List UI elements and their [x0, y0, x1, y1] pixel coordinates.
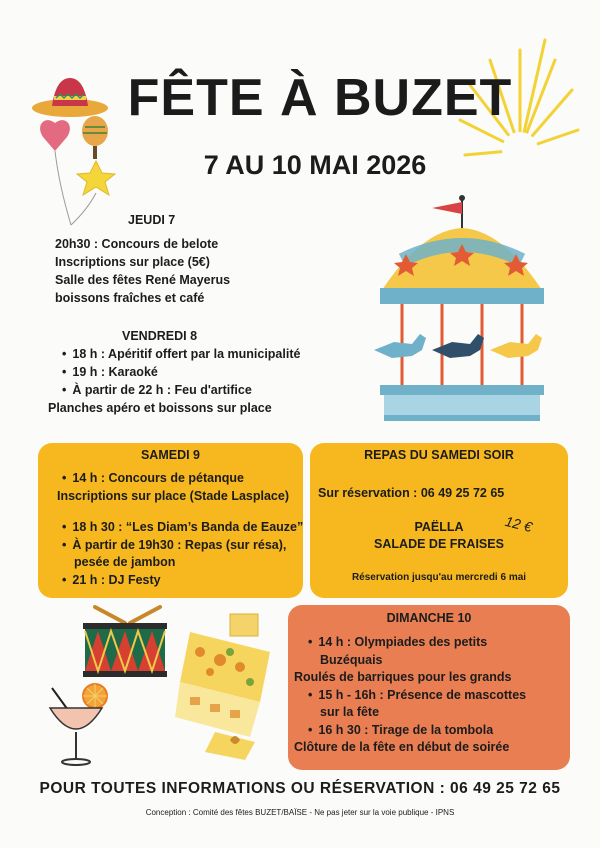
dimanche-item-cont: sur la fête [320, 705, 380, 719]
footer-credit: Conception : Comité des fêtes BUZET/BAÏSE - Ne pas jeter sur la voie publique - IPNS [145, 808, 455, 817]
samedi-note: Inscriptions sur place (Stade Lasplace) [56, 488, 290, 503]
samedi-item: • 14 h : Concours de pétanque [42, 470, 304, 488]
carousel-icon [362, 190, 557, 425]
footer-contact: POUR TOUTES INFORMATIONS OU RÉSERVATION : 06 49 25 72 65 [39, 780, 561, 797]
dimanche-section [294, 634, 570, 757]
samedi-heading: SAMEDI 9 [140, 448, 201, 462]
samedi-item: • 21 h : DJ Festy [42, 572, 304, 590]
vendredi-item: • À partir de 22 h : Feu d'artifice [48, 381, 368, 399]
dimanche-item: • 16 h 30 : Tirage de la tombola [294, 722, 570, 740]
jeudi-line: boissons fraîches et café [55, 291, 205, 305]
dimanche-item-cont: Buzéquais [320, 652, 383, 667]
event-title: FÊTE À BUZET [127, 69, 513, 127]
repas-menu-item: SALADE DE FRAISES [374, 537, 504, 551]
jeudi-section [55, 235, 375, 307]
dimanche-item: • 14 h : Olympiades des petits [294, 634, 570, 652]
vendredi-item: • 19 h : Karaoké [48, 363, 368, 381]
repas-heading: REPAS DU SAMEDI SOIR [364, 448, 514, 462]
vendredi-section [48, 345, 368, 417]
repas-deadline: Réservation jusqu'au mercredi 6 mai [351, 572, 527, 583]
jeudi-line: 20h30 : Concours de belote [55, 237, 219, 251]
jeudi-heading: JEUDI 7 [128, 213, 176, 227]
jeudi-line: Salle des fêtes René Mayerus [55, 273, 231, 287]
repas-reservation: Sur réservation : 06 49 25 72 65 [318, 486, 505, 500]
dimanche-note: Roulés de barriques pour les grands [294, 670, 512, 684]
dimanche-item: • 15 h - 16h : Présence de mascottes [294, 687, 570, 705]
repas-price: 12 € [503, 512, 534, 536]
balloon-icon [35, 115, 125, 240]
vendredi-note: Planches apéro et boissons sur place [48, 401, 272, 415]
samedi-item: • 18 h 30 : “Les Diam’s Banda de Eauze” [42, 519, 304, 537]
cocktail-icon [40, 680, 120, 770]
dimanche-heading: DIMANCHE 10 [386, 611, 472, 625]
drum-icon [75, 605, 175, 680]
samedi-section [42, 470, 304, 589]
vendredi-item: • 18 h : Apéritif offert par la municipalité [48, 345, 368, 363]
repas-menu-item: PAËLLA [414, 520, 464, 534]
vendredi-heading: VENDREDI 8 [122, 329, 198, 343]
event-dates: 7 AU 10 MAI 2026 [203, 150, 427, 180]
paella-platter-icon [170, 612, 280, 762]
jeudi-line: Inscriptions sur place (5€) [55, 255, 210, 269]
samedi-item: • À partir de 19h30 : Repas (sur résa), [42, 537, 304, 555]
dimanche-closing: Clôture de la fête en début de soirée [294, 740, 510, 754]
samedi-item-cont: pesée de jambon [74, 555, 176, 569]
